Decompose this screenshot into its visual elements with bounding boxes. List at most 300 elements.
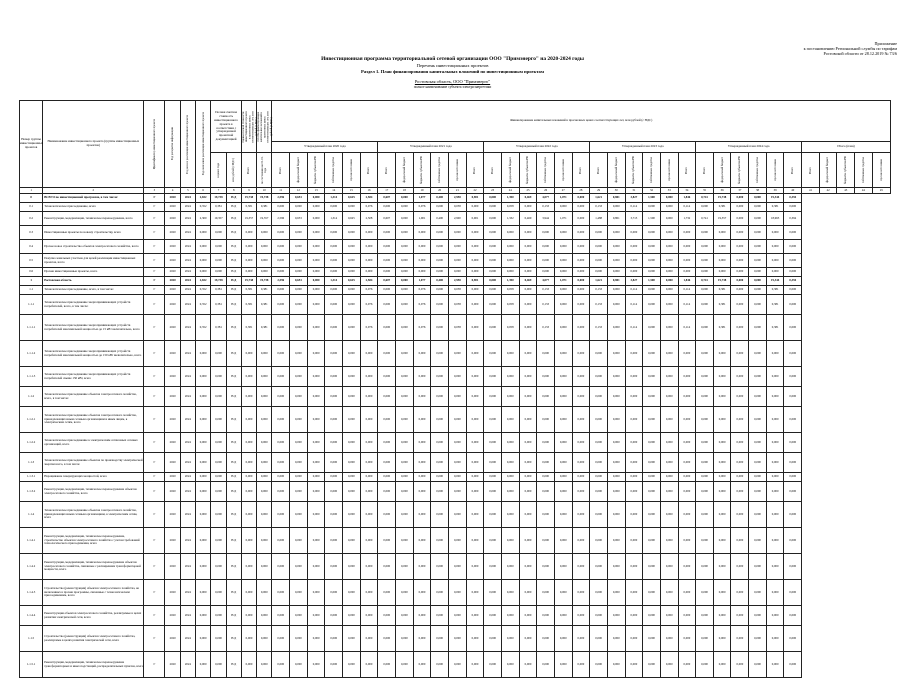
row-value: 0,000 [678,626,696,652]
row-value: Н.Д [226,502,241,528]
row-value: 0,058 [501,286,519,295]
row-value: 2020 [165,528,180,554]
row-value: 0,000 [554,268,572,277]
row-value: 0,000 [501,254,519,268]
row-value: 0,000 [625,606,643,626]
row-name: Реконструкция, модернизация, техническое перевооружение, всего [43,212,144,226]
row-value: 2,596 [272,194,290,203]
table-row [20,226,891,240]
row-value: 0,000 [784,652,802,678]
row-value: Н.Д [226,528,241,554]
row-value: 1,621 [590,277,608,286]
row-value: 0,000 [590,367,608,387]
row-value: 0,000 [466,433,484,453]
row-value: 0,000 [431,286,449,295]
row-value: 0,000 [466,367,484,387]
header-y2023-fin-col-text: Всего [685,166,689,174]
row-value: 0,000 [466,606,484,626]
row-value: 0,000 [643,295,661,315]
row-value: 0,801 [607,194,625,203]
row-value: 0,901 [466,212,484,226]
row-value: 0,000 [272,473,290,482]
row-value: 0,000 [413,606,431,626]
row-value: 0,000 [211,453,226,473]
row-number: 1.1.3 [20,453,43,473]
row-number: 1.1.4.1 [20,528,43,554]
row-value: 2020 [165,268,180,277]
column-number: 41 [802,188,820,194]
column-number: 40 [784,188,802,194]
row-value: 0,000 [643,626,661,652]
row-value: 0,000 [325,652,343,678]
row-value: 3,713 [625,212,643,226]
row-value: 0,000 [325,226,343,240]
column-number: 26 [537,188,555,194]
row-value: Н.Д [226,240,241,254]
row-number: 1.1.1 [20,295,43,315]
row-value: 0,000 [607,554,625,580]
row-value: 0,000 [749,387,767,407]
row-value: 0,400 [431,194,449,203]
row-value: 0,000 [643,268,661,277]
row-value: 0,000 [378,473,396,482]
header-total-fin-col [802,153,820,188]
row-value: 1,390 [501,194,519,203]
row-number: 0 [20,194,43,203]
header-y2021-fin-col [431,153,449,188]
row-name: Технологическое присоединение объектов электросетевого хозяйства, всего, в том числе: [43,387,144,407]
row-value: 0,000 [660,453,678,473]
row-value: 0,000 [378,254,396,268]
row-value: 2024 [180,286,195,295]
row-value: 0,381 [766,315,784,341]
row-value: 0,133 [537,286,555,295]
row-value: Н.Д [226,367,241,387]
row-value: 0,000 [257,482,272,502]
row-value: 2020 [165,194,180,203]
header-total-fin-col-text: Всего [808,166,812,174]
row-value: 0,000 [607,652,625,678]
row-value: 0,000 [519,203,537,212]
row-value: 1,071 [554,194,572,203]
row-value: 0,000 [307,554,325,580]
row-value: 0,000 [431,254,449,268]
header-y2020-fin-col-text: Всего [279,166,283,174]
header-y2022-fin-col [484,153,502,188]
header-y2023-fin-col [678,153,696,188]
row-value: 0,000 [413,580,431,606]
row-value: Н.Д [226,254,241,268]
row-value: 1,732 [678,212,696,226]
row-value: 0,000 [713,554,731,580]
header-y2024-fin-col [713,153,731,188]
row-value: 0,000 [484,194,502,203]
row-value: 0,000 [554,367,572,387]
row-value: 0,000 [360,453,378,473]
header-y2024-fin-col [731,153,749,188]
row-value: 0,000 [537,554,555,580]
row-value: 0,000 [290,626,308,652]
row-value: 0,000 [466,652,484,678]
row-value: 0,058 [501,203,519,212]
row-value: 0,000 [501,580,519,606]
row-value: 0,000 [678,606,696,626]
row-value: 2,652 [196,194,211,203]
header-total-fin-col [837,153,855,188]
row-value: 0,000 [325,626,343,652]
row-value: 0,000 [678,473,696,482]
row-value: 0,000 [272,502,290,528]
row-value: 19,738 [211,194,226,203]
row-value: 0,000 [643,554,661,580]
header-y2021-fin-col [396,153,414,188]
row-value: 19,344 [766,277,784,286]
row-number: 1.1.2.1 [20,407,43,433]
row-value: 0,000 [572,528,590,554]
row-value: 0,000 [784,226,802,240]
row-value: 0,000 [501,433,519,453]
row-value: 0,000 [272,626,290,652]
row-value: 0,000 [713,528,731,554]
row-value: 0,000 [272,606,290,626]
row-name: Реконструкция, модернизация, техническое перевооружение объектов электросетевого хозяйства, всего [43,482,144,502]
row-value: 0,352 [196,203,211,212]
column-number: 43 [837,188,855,194]
row-value: 0,000 [784,367,802,387]
row-value: 19,357 [257,212,272,226]
row-id: Г [144,286,165,295]
row-value: 2024 [180,254,195,268]
row-value: 0,000 [784,315,802,341]
row-value: 2024 [180,453,195,473]
row-value: 0,000 [431,453,449,473]
row-value: 0,000 [343,433,361,453]
row-value: 0,000 [590,502,608,528]
row-value: 0,381 [257,315,272,341]
row-value: 0,000 [519,433,537,453]
row-value: 0,000 [660,580,678,606]
row-value: 0,000 [360,554,378,580]
row-value: 0,000 [519,240,537,254]
row-value: 0,000 [241,473,256,482]
row-value: 0,000 [731,528,749,554]
row-value: 0,000 [196,528,211,554]
row-value: 0,076 [413,203,431,212]
row-value: 2,958 [448,194,466,203]
row-value: 0,000 [590,387,608,407]
row-value: 0,114 [625,203,643,212]
row-value: 2,596 [272,212,290,226]
row-value: 2024 [180,240,195,254]
row-value: 0,000 [431,341,449,367]
row-value: 2020 [165,203,180,212]
row-value: 0,000 [713,407,731,433]
header-total-fin-col-text: собственные средства [861,156,865,184]
column-number: 24 [501,188,519,194]
row-id: Г [144,652,165,678]
row-value: 0,000 [272,268,290,277]
row-value: 1,071 [554,212,572,226]
row-value: 0,000 [272,482,290,502]
row-value: 2020 [165,295,180,315]
row-value: 1,077 [413,194,431,203]
header-y2021-fin-col [466,153,484,188]
row-value: 0,000 [749,226,767,240]
row-value: 0,000 [660,203,678,212]
row-value: 0,114 [678,315,696,341]
row-value: 0,076 [360,286,378,295]
row-value: 0,000 [272,341,290,367]
row-value: 0,000 [749,554,767,580]
row-value: 0,000 [307,606,325,626]
table-row [20,502,891,528]
row-value: 0,000 [572,580,590,606]
row-value: 0,000 [590,626,608,652]
row-value: 0,000 [766,387,784,407]
row-value: Н.Д [226,482,241,502]
row-value: 0,000 [448,453,466,473]
header-y2020-fin-col-text: бюджеты субъектов РФ [314,156,318,184]
header-y2022-fin-col-text: федеральный бюджет [508,157,512,183]
row-value: 0,000 [625,453,643,473]
row-value: 0,653 [290,277,308,286]
header-y2022-fin-col [537,153,555,188]
row-value: 0,000 [749,315,767,341]
row-value: 0,000 [537,387,555,407]
row-value: 0,000 [241,652,256,678]
row-value: 0,000 [343,652,361,678]
row-value: 2020 [165,212,180,226]
row-id: Г [144,387,165,407]
row-value: 0,000 [696,226,714,240]
row-value: 0,000 [607,315,625,341]
row-value: 0,381 [766,286,784,295]
row-value: 0,000 [607,580,625,606]
row-value: 0,000 [290,268,308,277]
row-value: 0,000 [660,286,678,295]
row-value: 2024 [180,341,195,367]
row-value: 0,000 [431,268,449,277]
row-value: 0,000 [196,482,211,502]
row-value: 2024 [180,268,195,277]
row-value: 0,000 [241,502,256,528]
row-value: 0,000 [731,315,749,341]
row-value: 0,000 [749,453,767,473]
header-total-fin-col-text: бюджеты субъектов РФ [844,156,848,184]
row-value: 0,000 [696,606,714,626]
row-value: 0,000 [696,433,714,453]
row-value: 0,000 [572,606,590,626]
row-value: 3,944 [537,212,555,226]
row-value: 0,000 [241,554,256,580]
header-end-year [196,101,211,188]
row-value: Н.Д [226,315,241,341]
table-row [20,254,891,268]
row-value: 0,000 [696,407,714,433]
row-value: 0,000 [696,528,714,554]
row-value: 0,000 [431,482,449,502]
table-row [20,554,891,580]
row-value: 0,000 [378,433,396,453]
header-y2021-fin-col [413,153,431,188]
row-value: 0,000 [466,407,484,433]
row-value: 0,000 [431,554,449,580]
row-value: 0,000 [501,554,519,580]
header-sub-note-text: по состоянию на 01.01. года [261,156,268,184]
row-value: 19,738 [211,277,226,286]
row-value: 0,000 [196,580,211,606]
row-value: 0,000 [343,315,361,341]
row-value: 0,000 [643,473,661,482]
table-row [20,194,891,203]
row-value: 0,469 [519,194,537,203]
row-value: 0,000 [272,528,290,554]
row-value: 0,653 [290,194,308,203]
row-value: 0,000 [519,295,537,315]
row-value: 0,000 [519,453,537,473]
row-value: 0,000 [554,502,572,528]
row-value: 0,000 [766,268,784,277]
row-value: 0,000 [413,554,431,580]
table-row [20,367,891,387]
row-value: 0,000 [501,652,519,678]
row-value: 0,000 [241,626,256,652]
row-id: Г [144,453,165,473]
row-value: 0,000 [466,626,484,652]
row-value: 0,000 [484,433,502,453]
row-value: 0,000 [290,203,308,212]
row-value: 0,000 [572,473,590,482]
row-value: 0,000 [196,626,211,652]
row-value: 2,584 [360,277,378,286]
row-value: 0,394 [784,277,802,286]
row-value: 0,000 [396,554,414,580]
row-number: 0.5 [20,254,43,268]
header-total-fin-col-text: прочие источники [879,159,883,181]
row-value: 0,000 [696,315,714,341]
table-row [20,606,891,626]
row-value: 0,000 [678,367,696,387]
row-value: 0,000 [696,502,714,528]
row-value: 0,000 [484,407,502,433]
row-value: 0,000 [396,240,414,254]
row-value: 0,133 [537,203,555,212]
row-value: 0,000 [625,407,643,433]
row-value: 0,000 [343,473,361,482]
row-name: Технологическое присоединение объектов электросетевого хозяйства, принадлежащих иным сетевым организациям, к электрическим сетям, всего [43,502,144,528]
row-value: 0,000 [643,286,661,295]
column-number: 36 [713,188,731,194]
row-value: 0,000 [678,482,696,502]
row-value: 0,000 [713,482,731,502]
row-name: Покупка земельных участков для целей реализации инвестиционных проектов, всего [43,254,144,268]
row-name: Технологическое присоединение объектов по производству электрической энергии всего, в том числе: [43,453,144,473]
row-value: 0,000 [749,295,767,315]
appendix-line-2: к постановлению Региональной службы по тарифам [803,46,897,52]
row-name: Реконструкция объектов электросетевого хозяйства, реализуемые в целях развития электрической сети, всего [43,606,144,626]
header-full-cost [241,101,256,153]
row-value: 0,000 [307,502,325,528]
row-value: 0,000 [519,473,537,482]
table-row [20,341,891,367]
row-value: 0,000 [625,240,643,254]
row-name: Реконструкция, модернизация, техническое перевооружение объектов электросетевого хозяйства, связанные с расширением трансформаторной мощности, всего [43,554,144,580]
row-value: 0,000 [590,554,608,580]
row-value: 0,000 [272,652,290,678]
header-y2023-fin-col [607,153,625,188]
row-value: 0,000 [749,626,767,652]
row-value: 0,000 [625,367,643,387]
row-value: 1,621 [590,194,608,203]
row-value: 2020 [165,254,180,268]
row-value: 0,000 [749,212,767,226]
row-value: 0,000 [519,652,537,678]
row-value: 0,000 [731,212,749,226]
row-value: 0,000 [607,453,625,473]
row-value: 0,381 [241,295,256,315]
header-y2023-fin-col [660,153,678,188]
row-value: 0,381 [713,286,731,295]
row-value: 0,000 [241,226,256,240]
row-value: 0,000 [625,482,643,502]
row-value: 0,000 [572,203,590,212]
row-value: 0,000 [360,341,378,367]
row-value: 0,000 [731,286,749,295]
row-value: 0,000 [307,652,325,678]
row-value: 0,000 [713,240,731,254]
row-value: Н.Д [226,606,241,626]
row-value: 0,381 [257,295,272,315]
row-value: 0,000 [537,482,555,502]
header-total-fin-col-text: федеральный бюджет [826,157,830,183]
row-value: 0,000 [431,240,449,254]
row-value: 0,000 [643,203,661,212]
row-value: 0,000 [257,473,272,482]
row-value: 0,000 [257,240,272,254]
row-value: 2020 [165,286,180,295]
row-value: 0,000 [554,240,572,254]
row-value: 0,381 [211,315,226,341]
header-remainder [257,101,272,153]
row-value: 0,000 [554,407,572,433]
row-value: 0,000 [307,341,325,367]
row-number: 1.1.1.2 [20,341,43,367]
column-number: 12 [290,188,308,194]
row-value: 0,000 [343,606,361,626]
row-value: 0,000 [360,528,378,554]
row-name: Строительство (реконструкция) объектов электросетевого хозяйства, реализуемые в целях развития электрической сети, всего [43,626,144,652]
row-value: 0,000 [325,268,343,277]
row-value: 0,076 [360,315,378,341]
row-value: 0,000 [290,433,308,453]
row-value: 1,314 [325,194,343,203]
row-id: Г [144,473,165,482]
row-value: 0,000 [211,387,226,407]
row-value: 0,381 [766,203,784,212]
row-value: 0,000 [519,367,537,387]
row-number: 0.2 [20,212,43,226]
row-value: 0,000 [196,473,211,482]
row-id: Г [144,295,165,315]
row-value: 0,000 [731,554,749,580]
row-value: 2020 [165,367,180,387]
row-value: 0,000 [396,652,414,678]
row-value: 0,000 [660,387,678,407]
row-value: 0,000 [272,240,290,254]
row-value: 0,000 [749,407,767,433]
row-value: 0,000 [537,407,555,433]
row-value: 0,741 [696,212,714,226]
